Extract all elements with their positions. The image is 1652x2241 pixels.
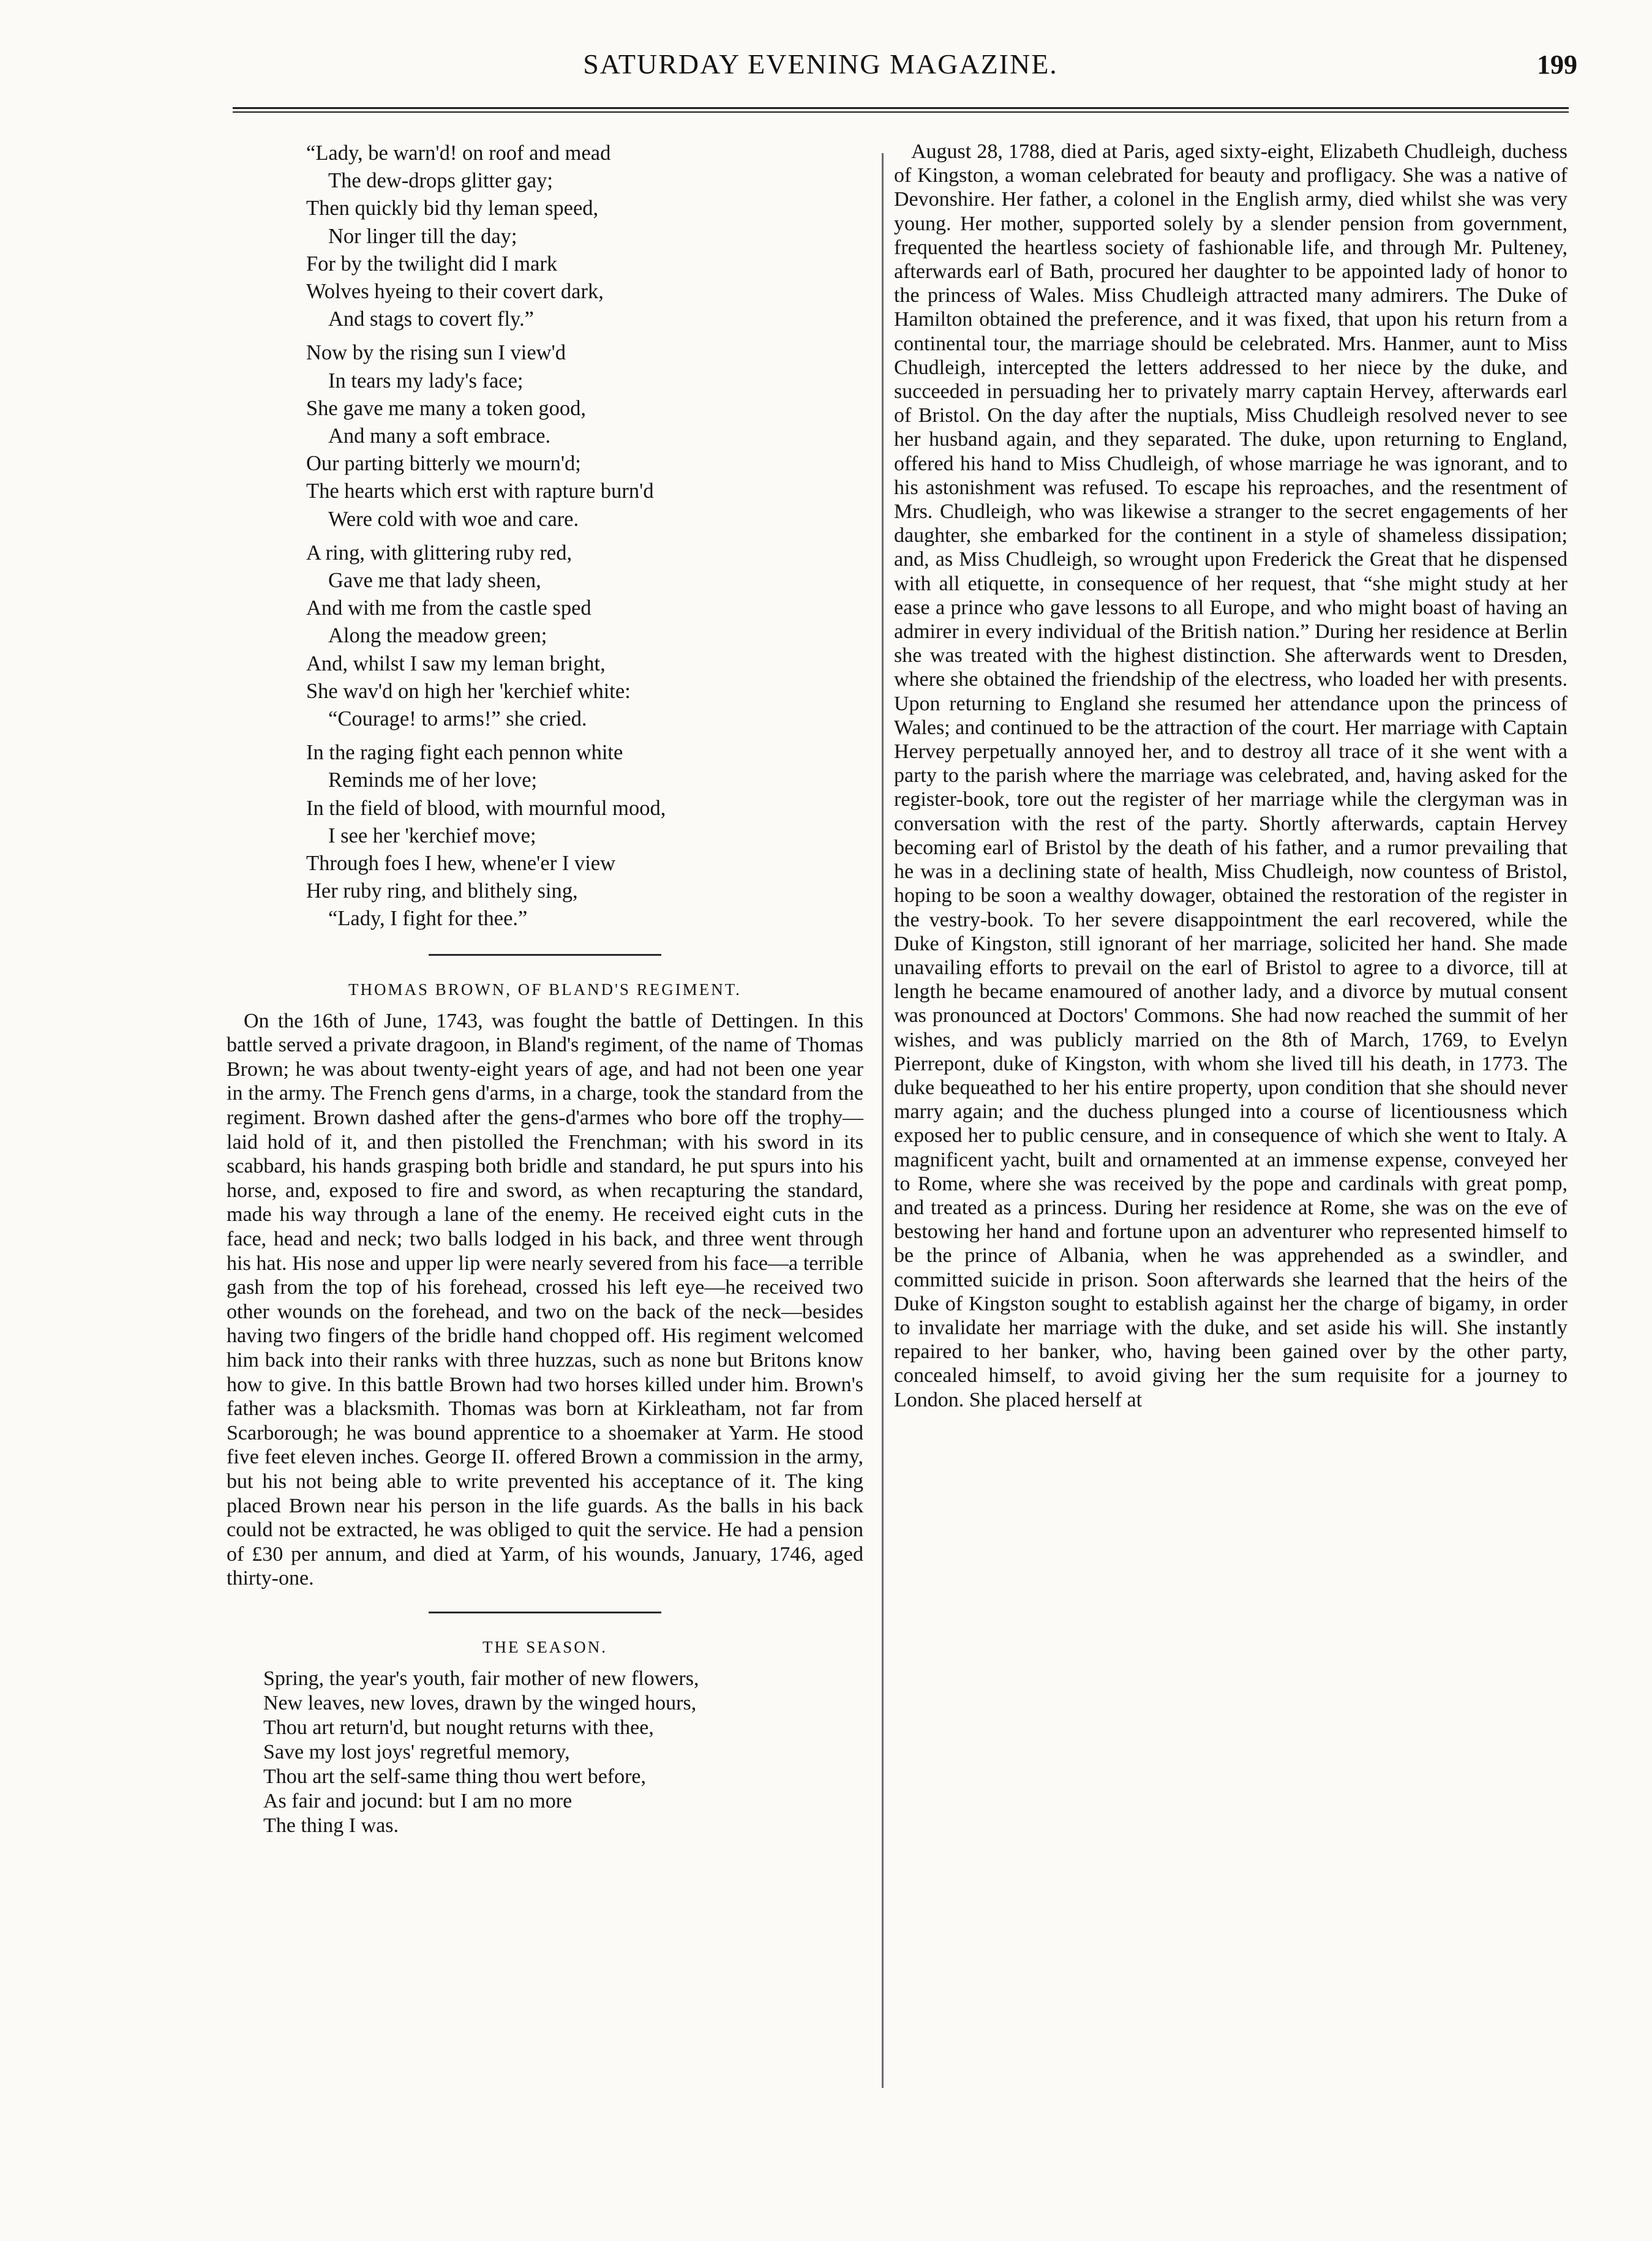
poem-line: Then quickly bid thy leman speed,	[306, 197, 599, 220]
poem-line: In the raging fight each pennon white	[306, 741, 623, 765]
poem-line: In tears my lady's face;	[328, 369, 524, 392]
left-column	[227, 140, 863, 1838]
poem-line: “Lady, I fight for thee.”	[328, 907, 528, 931]
poem-line: Her ruby ring, and blithely sing,	[306, 879, 578, 903]
header-rule	[233, 107, 1569, 109]
right-column	[894, 140, 1568, 1412]
header-rule-thin	[233, 111, 1569, 113]
poem-line: And stags to covert fly.”	[328, 307, 534, 331]
poem-line: For by the twilight did I mark	[306, 252, 558, 276]
brown-title: THOMAS BROWN, OF BLAND'S REGIMENT.	[348, 980, 742, 999]
poem-line: “Courage! to arms!” she cried.	[328, 707, 587, 731]
poem-line: As fair and jocund: but I am no more	[263, 1789, 573, 1812]
poem-line: And many a soft embrace.	[328, 424, 551, 448]
poem-line: Wolves hyeing to their covert dark,	[306, 280, 604, 304]
season-title: THE SEASON.	[482, 1637, 607, 1656]
poem-line: Spring, the year's youth, fair mother of new flowers,	[263, 1667, 699, 1690]
poem-line: Along the meadow green;	[328, 624, 547, 648]
brown-article: On the 16th of June, 1743, was fought the battle of Dettingen. In this battle served a private dragoon, in Bland's regiment, of the name of Thomas Brown; he was about twenty-eight years of age, and had not been one year in the army. The French gens d'arms, in a charge, took the standard from the regiment. Brown dashed after the gens-d'armes who bore off the trophy—laid hold of it, and then pistolled the Frenchman; with his sword in its scabbard, his hands grasping both bridle and standard, he put spurs into his horse, and, exposed to fire and sword, as when recapturing the standard, made his way through a lane of the enemy. He received eight cuts in the face, head and neck; two balls lodged in his back, and three went through his hat. His nose and upper lip were nearly severed from his face—a terrible gash from the top of his forehead, crossed his left eye—he received two other wounds on the forehead, and two on the back of the neck—besides having two fingers of the bridle hand chopped off. His regiment welcomed him back into their ranks with three huzzas, such as none but Britons know how to give. In this battle Brown had two horses killed under him. Brown's father was a blacksmith. Thomas was born at Kirkleatham, not far from Scarborough; he was bound apprentice to a shoemaker at Yarm. He stood five feet eleven inches. George II. offered Brown a commission in the army, but his not being able to write prevented his acceptance of it. The king placed Brown near his person in the life guards. As the balls in his back could not be extracted, he was obliged to quit the service. He had a pension of £30 per annum, and died at Yarm, of his wounds, January, 1746, aged thirty-one.	[227, 1009, 863, 1590]
poem-line: Reminds me of her love;	[328, 768, 538, 792]
poem-line: Through foes I hew, whene'er I view	[306, 852, 616, 876]
poem-line: In the field of blood, with mournful mood,	[306, 796, 666, 820]
section-rule	[429, 954, 661, 956]
poem-line: Save my lost joys' regretful memory,	[263, 1740, 570, 1763]
poem-line: She gave me many a token good,	[306, 396, 587, 420]
chudleigh-article: August 28, 1788, died at Paris, aged sixty-eight, Elizabeth Chudleigh, duchess of Kingston, a woman celebrated for beauty and profligacy. She was a native of Devonshire. Her father, a colonel in the English army, died whilst she was very young. Her mother, supported solely by a slender pension from government, frequented the heartless society of fashionable life, and through Mr. Pulteney, afterwards earl of Bath, procured her daughter to be appointed lady of honor to the princess of Wales. Miss Chudleigh attracted many admirers. The Duke of Hamilton obtained the preference, and it was fixed, that upon his return from a continental tour, the marriage should be celebrated. Mrs. Hanmer, aunt to Miss Chudleigh, intercepted the letters addressed to her niece by the duke, and succeeded in persuading her to privately marry captain Hervey, afterwards earl of Bristol. On the day after the nuptials, Miss Chudleigh resolved never to see her husband again, and they separated. The duke, upon returning to England, offered his hand to Miss Chudleigh, of whose marriage he was ignorant, and to his astonishment was refused. To escape his reproaches, and the resentment of Mrs. Chudleigh, who was likewise a stranger to the secret engagements of her daughter, she embarked for the continent in a style of shameless dissipation; and, as Miss Chudleigh, so wrought upon Frederick the Great that he dispensed with all etiquette, in consequence of her request, that “she might study at her ease a prince who gave lessons to all Europe, and who might boast of having an admirer in every individual of the British nation.” During her residence at Berlin she was treated with the highest distinction. She afterwards went to Dresden, where she obtained the friendship of the electress, who loaded her with presents. Upon returning to England she resumed her attendance upon the princess of Wales; and continued to be the attraction of the court. Her marriage with Captain Hervey perpetually annoyed her, and to destroy all trace of it she went with a party to the parish where the marriage was celebrated, and, having asked for the register-book, tore out the register of her marriage while the clergyman was in conversation with the rest of the party. Shortly afterwards, captain Hervey becoming earl of Bristol by the death of his father, and a rumor prevailing that he was in a declining state of health, Miss Chudleigh, now countess of Bristol, hoping to be soon a wealthy dowager, obtained the restoration of the register in the vestry-book. To her severe disappointment the earl recovered, while the Duke of Kingston, still ignorant of her marriage, solicited her hand. She made unavailing efforts to prevail on the earl of Bristol to agree to a divorce, till at length he became enamoured of another lady, and a divorce by mutual consent was pronounced at Doctors' Commons. She had now reached the summit of her wishes, and was publicly married on the 8th of March, 1769, to Evelyn Pierrepont, duke of Kingston, with whom she lived till his death, in 1773. The duke bequeathed to her his entire property, upon condition that she should never marry again; and the duchess plunged into a course of licentiousness which exposed her to public censure, and in consequence of which she went to Italy. A magnificent yacht, built and ornamented at an immense expense, conveyed her to Rome, where she was received by the pope and cardinals with great pomp, and treated as a princess. During her residence at Rome, she was on the eve of bestowing her hand and fortune upon an adventurer who represented himself to be the prince of Albania, when he was apprehended as a swindler, and committed suicide in prison. Soon afterwards she learned that the heirs of the Duke of Kingston sought to establish against her the charge of bigamy, in order to invalidate her marriage with the duke, and set aside his will. She instantly repaired to her banker, who, having been gained over by the other party, concealed himself, to avoid giving her the sum requisite for a journey to London. She placed herself at	[894, 140, 1568, 1411]
poem-line: I see her 'kerchief move;	[328, 824, 536, 847]
poem-line: And with me from the castle sped	[306, 596, 591, 620]
poem-line: The hearts which erst with rapture burn'd	[306, 479, 654, 503]
poem-line: Thou art return'd, but nought returns with thee,	[263, 1716, 654, 1739]
section-rule	[429, 1612, 661, 1613]
poem-line: “Lady, be warn'd! on roof and mead	[306, 141, 611, 165]
poem-line: New leaves, new loves, drawn by the winged hours,	[263, 1691, 697, 1714]
poem-line: Nor linger till the day;	[328, 224, 517, 248]
season-poem	[263, 1667, 863, 1838]
poem-line: Now by the rising sun I view'd	[306, 341, 566, 365]
poem-line: Were cold with woe and care.	[328, 507, 579, 531]
ballad-poem	[306, 140, 863, 933]
poem-line: The dew-drops glitter gay;	[328, 169, 553, 193]
poem-line: Gave me that lady sheen,	[328, 569, 541, 593]
poem-line: She wav'd on high her 'kerchief white:	[306, 679, 631, 703]
page-header	[239, 48, 1586, 103]
poem-line: Our parting bitterly we mourn'd;	[306, 452, 581, 476]
poem-line: The thing I was.	[263, 1814, 399, 1837]
column-divider	[882, 153, 884, 2088]
poem-line: And, whilst I saw my leman bright,	[306, 651, 606, 675]
poem-line: A ring, with glittering ruby red,	[306, 541, 573, 565]
page-number: 199	[1537, 50, 1577, 80]
running-title: SATURDAY EVENING MAGAZINE.	[583, 48, 1058, 80]
poem-line: Thou art the self-same thing thou wert before,	[263, 1765, 647, 1788]
